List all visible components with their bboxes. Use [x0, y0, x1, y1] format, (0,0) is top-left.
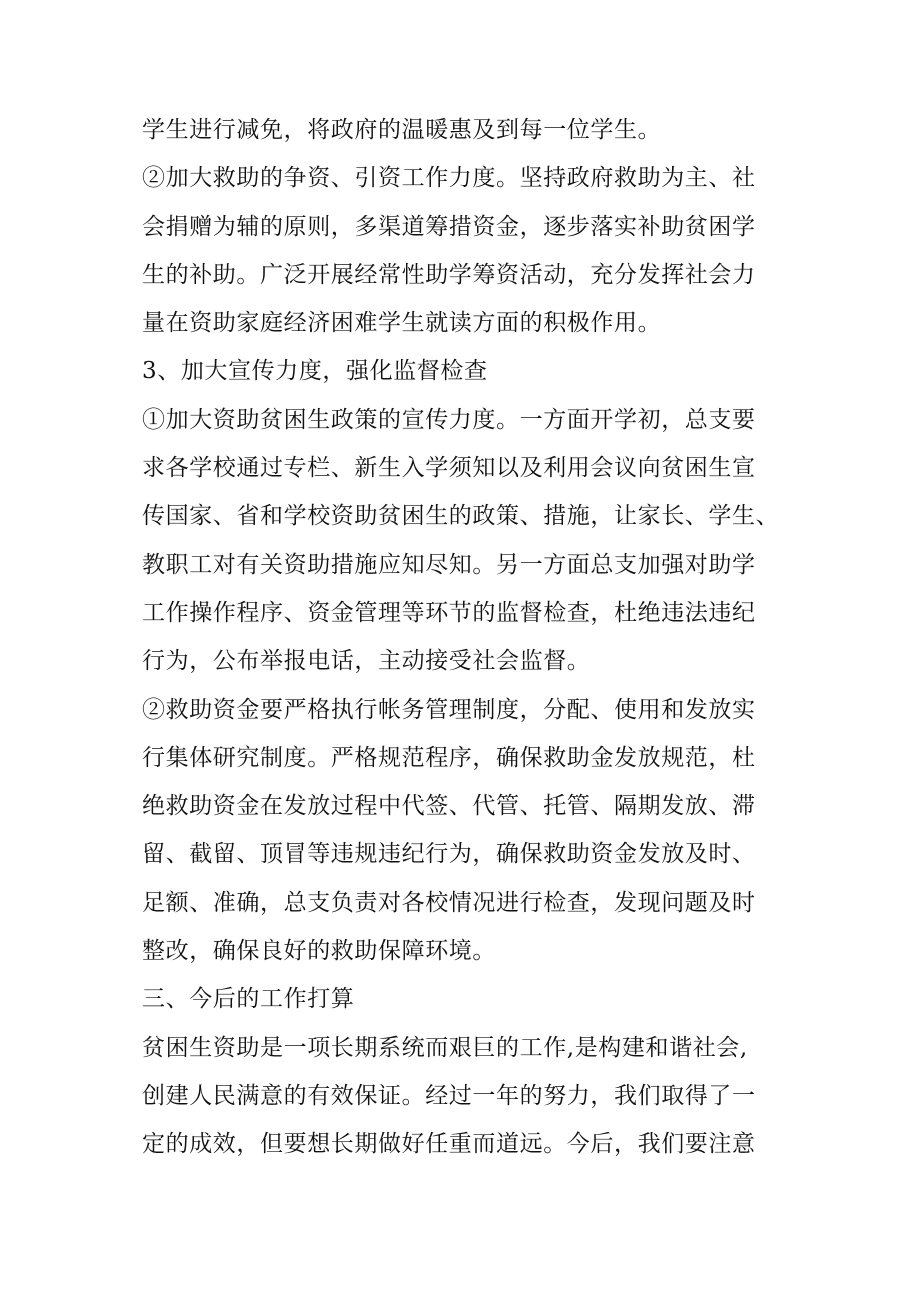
text-line: 会捐赠为辅的原则，多渠道筹措资金，逐步落实补助贫困学 [142, 213, 756, 240]
text-line: 求各学校通过专栏、新生入学须知以及利用会议向贫困生宣 [142, 455, 756, 482]
text-line: 传国家、省和学校资助贫困生的政策、措施，让家长、学生、 [142, 503, 780, 530]
text-line: 行集体研究制度。严格规范程序，确保救助金发放规范，杜 [142, 744, 756, 771]
section-heading: 三、今后的工作打算 [142, 986, 355, 1013]
text-line: 教职工对有关资助措施应知尽知。另一方面总支加强对助学 [142, 551, 756, 578]
text-line: 绝救助资金在发放过程中代签、代管、托管、隔期发放、滞 [142, 793, 756, 820]
text-line: 足额、准确，总支负责对各校情况进行检查，发现问题及时 [142, 889, 756, 916]
text-line: ②救助资金要严格执行帐务管理制度，分配、使用和发放实 [142, 696, 756, 723]
text-line: 整改，确保良好的救助保障环境。 [142, 938, 496, 965]
text-line: ②加大救助的争资、引资工作力度。坚持政府救助为主、社 [142, 165, 756, 192]
text-line: 定的成效，但要想长期做好任重而道远。今后，我们要注意 [142, 1131, 756, 1158]
text-line: 工作操作程序、资金管理等环节的监督检查，杜绝违法违纪 [142, 599, 756, 626]
document-body [142, 106, 782, 1169]
text-line: 创建人民满意的有效保证。经过一年的努力，我们取得了一 [142, 1082, 756, 1109]
text-line: 贫困生资助是一项长期系统而艰巨的工作,是构建和谐社会, [142, 1034, 748, 1061]
text-line: 学生进行减免，将政府的温暖惠及到每一位学生。 [142, 117, 662, 143]
text-line: 行为，公布举报电话，主动接受社会监督。 [142, 648, 591, 675]
text-line: 留、截留、顶冒等违规违纪行为，确保救助资金发放及时、 [142, 841, 756, 868]
text-line: ①加大资助贫困生政策的宣传力度。一方面开学初，总支要 [142, 406, 756, 433]
section-heading: 3、加大宣传力度，强化监督检查 [142, 358, 488, 385]
text-line: 量在资助家庭经济困难学生就读方面的积极作用。 [142, 310, 662, 337]
text-line: 生的补助。广泛开展经常性助学筹资活动，充分发挥社会力 [142, 261, 756, 288]
